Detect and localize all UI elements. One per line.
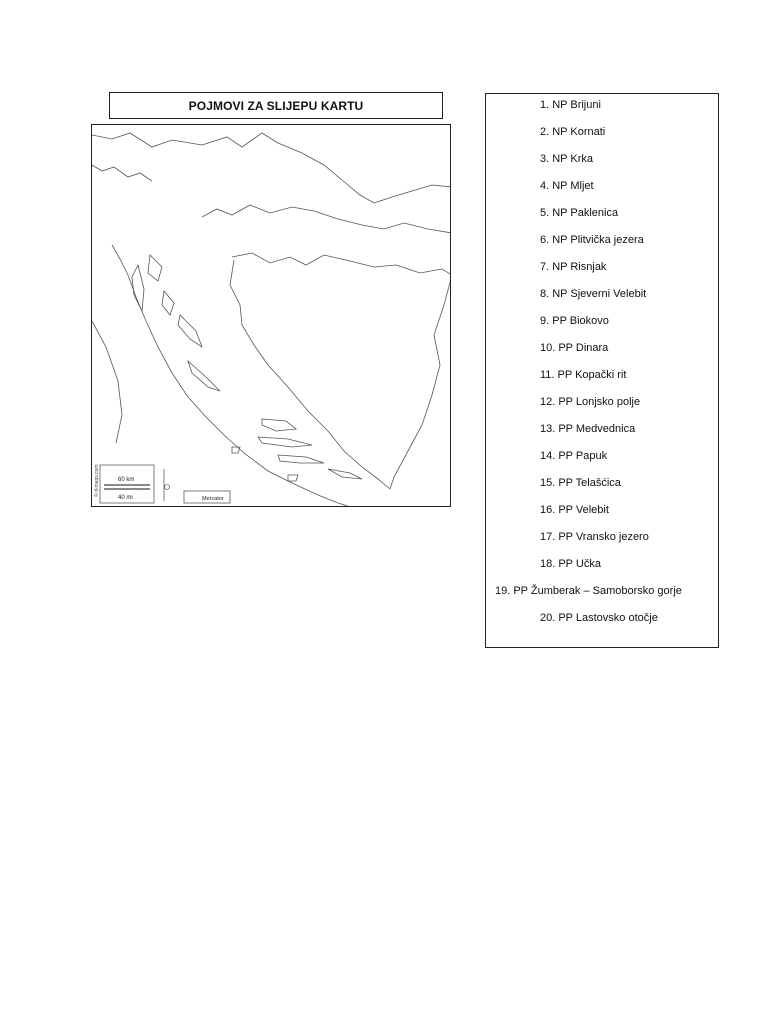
projection-label: Mercator bbox=[202, 496, 224, 502]
island-cres bbox=[132, 265, 144, 311]
list-item: 10. PP Dinara bbox=[540, 342, 609, 354]
list-item: 16. PP Velebit bbox=[540, 504, 609, 516]
list-item: 11. PP Kopački rit bbox=[540, 369, 627, 381]
scale-mi: 40 mi bbox=[118, 495, 133, 501]
list-item: 18. PP Učka bbox=[540, 558, 601, 570]
border-north bbox=[92, 133, 451, 203]
list-item: 12. PP Lonjsko polje bbox=[540, 396, 641, 408]
list-item: 19. PP Žumberak – Samoborsko gorje bbox=[495, 585, 682, 597]
list-item: 1. NP Brijuni bbox=[540, 99, 601, 111]
scale-km: 60 km bbox=[118, 477, 135, 483]
coastline-2 bbox=[92, 321, 122, 443]
island-mljet bbox=[328, 469, 362, 479]
island-hvar bbox=[258, 437, 312, 447]
list-item: 17. PP Vransko jezero bbox=[540, 531, 649, 543]
island-rab bbox=[162, 291, 174, 315]
coastline bbox=[112, 245, 354, 507]
island-lastovo bbox=[288, 475, 298, 481]
compass-icon bbox=[165, 485, 170, 490]
island-brac bbox=[262, 419, 296, 431]
island-krk bbox=[148, 255, 162, 281]
border-bosnia-west bbox=[232, 253, 451, 275]
list-item: 7. NP Risnjak bbox=[540, 261, 607, 273]
list-item: 14. PP Papuk bbox=[540, 450, 608, 462]
border-croatia-inner bbox=[202, 205, 451, 233]
list-item: 5. NP Paklenica bbox=[540, 207, 619, 219]
blank-map bbox=[91, 124, 451, 507]
list-item: 2. NP Kornati bbox=[540, 126, 606, 138]
list-item: 6. NP Plitvička jezera bbox=[540, 234, 644, 246]
list-item: 13. PP Medvednica bbox=[540, 423, 636, 435]
list-item: 15. PP Telašćica bbox=[540, 477, 621, 489]
list-item: 8. NP Sjeverni Velebit bbox=[540, 288, 647, 300]
border-bosnia-east bbox=[390, 275, 451, 489]
island-korcula bbox=[278, 455, 324, 463]
border-istria bbox=[92, 165, 152, 181]
island-pag bbox=[178, 315, 202, 347]
map-title: POJMOVI ZA SLIJEPU KARTU bbox=[109, 92, 443, 119]
croatia-outline-map bbox=[92, 125, 451, 507]
map-credit: © d-maps.com bbox=[94, 464, 100, 497]
terms-list bbox=[485, 93, 719, 648]
border-bosnia-south bbox=[230, 260, 390, 489]
list-item: 9. PP Biokovo bbox=[540, 315, 609, 327]
list-item: 3. NP Krka bbox=[540, 153, 593, 165]
island-dugi bbox=[188, 361, 220, 391]
list-item: 4. NP Mljet bbox=[540, 180, 594, 192]
list-item: 20. PP Lastovsko otočje bbox=[540, 612, 658, 624]
